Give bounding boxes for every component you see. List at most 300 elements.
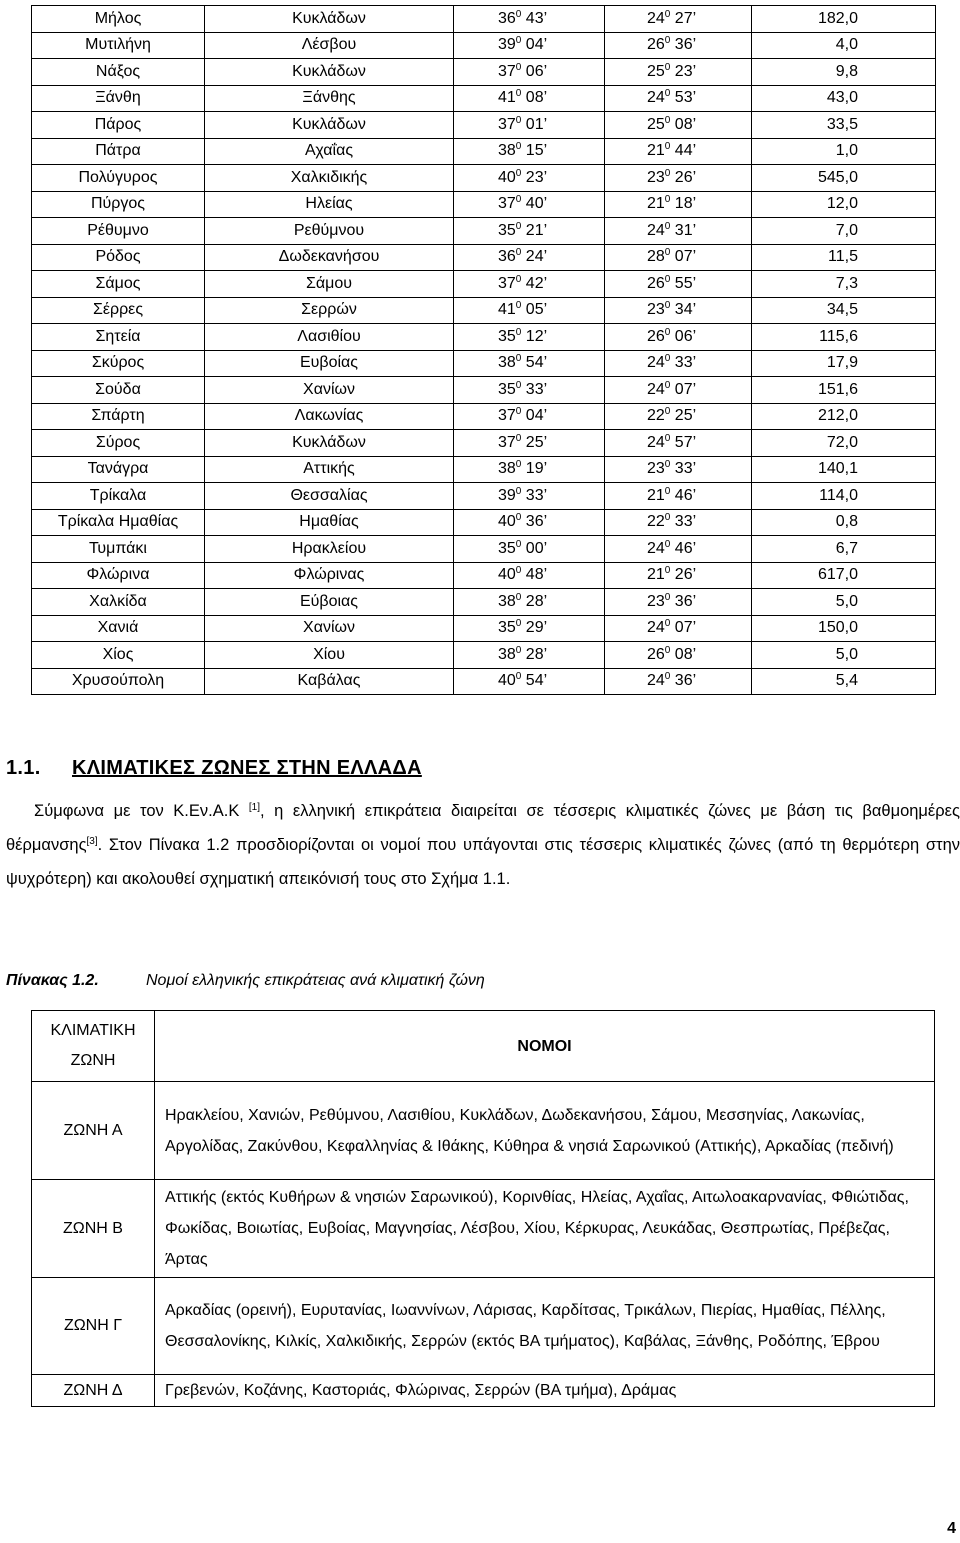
city-text: Πάρος — [94, 115, 142, 133]
longitude-minutes: 33’ — [670, 460, 697, 478]
station-city — [32, 6, 205, 33]
table-caption — [6, 972, 485, 990]
latitude-degrees: 37 — [498, 407, 516, 425]
latitude-minutes: 25’ — [521, 433, 548, 451]
longitude-minutes: 27’ — [670, 9, 697, 27]
section-heading — [6, 757, 422, 780]
station-prefecture — [205, 430, 454, 457]
latitude-degrees: 35 — [498, 539, 516, 557]
prefecture-text: Κυκλάδων — [292, 115, 366, 133]
prefecture-text: Λέσβου — [301, 36, 357, 54]
station-city — [32, 509, 205, 536]
prefecture-text: Δωδεκανήσου — [278, 248, 380, 266]
station-city — [32, 430, 205, 457]
station-row — [32, 32, 936, 59]
station-latitude — [454, 218, 605, 245]
prefecture-text: Αττικής — [303, 460, 355, 478]
degree-mark: 0 — [664, 220, 671, 232]
station-altitude — [752, 59, 936, 86]
prefecture-text: Ηρακλείου — [291, 539, 367, 557]
page-number: 4 — [947, 1520, 956, 1537]
prefecture-text: Ξάνθης — [302, 89, 356, 107]
section-number: 1.1. — [6, 757, 41, 779]
station-longitude — [605, 297, 752, 324]
zone-row — [32, 1180, 935, 1278]
reference-1: [1] — [248, 802, 260, 813]
station-city — [32, 377, 205, 404]
station-longitude — [605, 509, 752, 536]
station-row — [32, 85, 936, 112]
latitude-minutes: 29’ — [521, 619, 548, 637]
station-altitude — [752, 430, 936, 457]
table-caption-label: Πίνακας 1.2. — [6, 972, 99, 989]
paragraph-part-3: . Στον Πίνακα 1.2 προσδιορίζονται οι νομοί που υπάγονται στις τέσσερις κλιματικές ζώνες (από τη θερμότερη στην ψυχρότερη) και ακολουθεί σχηματική απεικόνισή τους στο Σχήμα 1.1. — [6, 836, 960, 888]
latitude-degrees: 37 — [498, 274, 516, 292]
degree-mark: 0 — [664, 114, 671, 126]
longitude-degrees: 21 — [647, 486, 665, 504]
station-longitude — [605, 615, 752, 642]
prefecture-text: Χανίων — [303, 380, 355, 398]
station-prefecture — [205, 589, 454, 616]
station-altitude — [752, 615, 936, 642]
station-row — [32, 403, 936, 430]
prefecture-text: Εύβοιας — [299, 592, 359, 610]
prefecture-text: Ηλείας — [305, 195, 353, 213]
altitude-value: 7,3 — [835, 274, 858, 292]
station-altitude — [752, 244, 936, 271]
station-city — [32, 112, 205, 139]
prefecture-text: Φλώρινας — [293, 566, 365, 584]
latitude-minutes: 00’ — [521, 539, 548, 557]
station-altitude — [752, 483, 936, 510]
prefectures-header-cell: ΝΟΜΟΙ — [155, 1011, 935, 1082]
station-altitude — [752, 112, 936, 139]
degree-mark: 0 — [664, 538, 671, 550]
latitude-degrees: 37 — [498, 195, 516, 213]
station-row — [32, 430, 936, 457]
latitude-minutes: 08’ — [521, 89, 548, 107]
longitude-minutes: 18’ — [670, 195, 697, 213]
station-prefecture — [205, 59, 454, 86]
altitude-value: 617,0 — [817, 566, 858, 584]
station-altitude — [752, 138, 936, 165]
degree-mark: 0 — [664, 565, 671, 577]
degree-mark: 0 — [515, 61, 522, 73]
longitude-minutes: 57’ — [670, 433, 697, 451]
longitude-degrees: 26 — [647, 36, 665, 54]
station-longitude — [605, 536, 752, 563]
degree-mark: 0 — [664, 300, 671, 312]
city-text: Πάτρα — [95, 142, 141, 160]
station-latitude — [454, 324, 605, 351]
degree-mark: 0 — [664, 485, 671, 497]
station-latitude — [454, 377, 605, 404]
prefecture-text: Ευβοίας — [299, 354, 359, 372]
station-longitude — [605, 377, 752, 404]
station-city — [32, 403, 205, 430]
station-city — [32, 85, 205, 112]
zone-prefectures: Αττικής (εκτός Κυθήρων & νησιών Σαρωνικού), Κορινθίας, Ηλείας, Αχαΐας, Αιτωλοακαρνανίας, Φθιώτιδας, Φωκίδας, Βοιωτίας, Ευβοίας, Μαγνησίας, Λέσβου, Χίου, Κέρκυρας, Λευκάδας, Θεσπρωτίας, Πρέβεζας, Άρτας — [155, 1180, 935, 1278]
altitude-value: 114,0 — [819, 486, 858, 504]
station-prefecture — [205, 509, 454, 536]
degree-mark: 0 — [515, 141, 522, 153]
altitude-value: 9,8 — [835, 62, 858, 80]
station-latitude — [454, 271, 605, 298]
longitude-degrees: 26 — [647, 645, 665, 663]
longitude-degrees: 24 — [647, 380, 665, 398]
degree-mark: 0 — [515, 167, 522, 179]
degree-mark: 0 — [664, 88, 671, 100]
longitude-minutes: 46’ — [670, 486, 697, 504]
station-row — [32, 509, 936, 536]
station-longitude — [605, 138, 752, 165]
longitude-degrees: 26 — [647, 327, 665, 345]
station-latitude — [454, 536, 605, 563]
altitude-value: 182,0 — [817, 9, 858, 27]
station-altitude — [752, 6, 936, 33]
latitude-degrees: 38 — [498, 460, 516, 478]
station-city — [32, 483, 205, 510]
prefecture-text: Αχαΐας — [304, 142, 354, 160]
station-city — [32, 59, 205, 86]
station-latitude — [454, 165, 605, 192]
degree-mark: 0 — [515, 512, 522, 524]
longitude-minutes: 31’ — [670, 221, 697, 239]
station-prefecture — [205, 377, 454, 404]
degree-mark: 0 — [664, 379, 671, 391]
zone-prefectures: Γρεβενών, Κοζάνης, Καστοριάς, Φλώρινας, Σερρών (ΒΑ τμήμα), Δράμας — [155, 1375, 935, 1407]
reference-3: [3] — [86, 836, 98, 847]
latitude-degrees: 41 — [498, 301, 516, 319]
station-row — [32, 562, 936, 589]
station-row — [32, 589, 936, 616]
latitude-minutes: 05’ — [521, 301, 548, 319]
station-city — [32, 615, 205, 642]
latitude-degrees: 40 — [498, 672, 516, 690]
longitude-minutes: 44’ — [670, 142, 697, 160]
altitude-value: 5,4 — [835, 672, 858, 690]
station-city — [32, 456, 205, 483]
station-longitude — [605, 85, 752, 112]
station-city — [32, 165, 205, 192]
city-text: Χαλκίδα — [89, 592, 147, 610]
station-row — [32, 191, 936, 218]
station-longitude — [605, 430, 752, 457]
degree-mark: 0 — [664, 247, 671, 259]
latitude-minutes: 33’ — [521, 486, 548, 504]
degree-mark: 0 — [515, 194, 522, 206]
latitude-minutes: 33’ — [521, 380, 548, 398]
station-prefecture — [205, 324, 454, 351]
latitude-minutes: 21’ — [521, 221, 548, 239]
latitude-degrees: 38 — [498, 645, 516, 663]
paragraph-part-2: , η ελληνική επικράτεια διαιρείται σε τέσσερις κλιματικές ζώνες με βάση τις βαθμοημέρες θέρμανσης — [6, 802, 960, 854]
altitude-value: 6,7 — [835, 539, 858, 557]
city-text: Σπάρτη — [91, 407, 145, 425]
latitude-degrees: 38 — [498, 592, 516, 610]
station-row — [32, 165, 936, 192]
station-city — [32, 32, 205, 59]
station-row — [32, 271, 936, 298]
station-row — [32, 6, 936, 33]
altitude-value: 545,0 — [817, 168, 858, 186]
longitude-minutes: 25’ — [670, 407, 697, 425]
latitude-minutes: 28’ — [521, 592, 548, 610]
station-city — [32, 191, 205, 218]
station-altitude — [752, 85, 936, 112]
altitude-value: 7,0 — [835, 221, 858, 239]
degree-mark: 0 — [664, 671, 671, 683]
altitude-value: 12,0 — [826, 195, 858, 213]
longitude-degrees: 25 — [647, 115, 665, 133]
city-text: Σέρρες — [92, 301, 144, 319]
station-prefecture — [205, 403, 454, 430]
degree-mark: 0 — [664, 35, 671, 47]
longitude-minutes: 53’ — [670, 89, 697, 107]
degree-mark: 0 — [664, 353, 671, 365]
altitude-value: 0,8 — [835, 513, 858, 531]
prefecture-text: Λασιθίου — [297, 327, 361, 345]
station-prefecture — [205, 668, 454, 695]
degree-mark: 0 — [515, 326, 522, 338]
longitude-degrees: 24 — [647, 89, 665, 107]
longitude-degrees: 23 — [647, 592, 665, 610]
station-latitude — [454, 615, 605, 642]
longitude-minutes: 06’ — [670, 327, 697, 345]
station-longitude — [605, 218, 752, 245]
station-latitude — [454, 350, 605, 377]
degree-mark: 0 — [515, 432, 522, 444]
station-prefecture — [205, 138, 454, 165]
climate-zones-table — [31, 1010, 935, 1407]
longitude-degrees: 21 — [647, 195, 665, 213]
station-latitude — [454, 403, 605, 430]
latitude-minutes: 48’ — [521, 566, 548, 584]
city-text: Μήλος — [94, 9, 142, 27]
latitude-degrees: 36 — [498, 248, 516, 266]
section-title: ΚΛΙΜΑΤΙΚΕΣ ΖΩΝΕΣ ΣΤΗΝ ΕΛΛΑΔΑ — [72, 757, 422, 779]
altitude-value: 115,6 — [819, 327, 858, 345]
longitude-minutes: 55’ — [670, 274, 697, 292]
zone-row — [32, 1082, 935, 1180]
longitude-minutes: 08’ — [670, 645, 697, 663]
city-text: Ρόδος — [95, 248, 141, 266]
station-longitude — [605, 244, 752, 271]
longitude-minutes: 33’ — [670, 354, 697, 372]
longitude-minutes: 46’ — [670, 539, 697, 557]
station-altitude — [752, 324, 936, 351]
zone-row — [32, 1278, 935, 1375]
latitude-degrees: 39 — [498, 36, 516, 54]
city-text: Σκύρος — [91, 354, 145, 372]
zone-name: ΖΩΝΗ Α — [32, 1082, 155, 1180]
latitude-degrees: 35 — [498, 327, 516, 345]
altitude-value: 34,5 — [826, 301, 858, 319]
station-longitude — [605, 350, 752, 377]
altitude-value: 11,5 — [828, 248, 858, 266]
longitude-degrees: 21 — [647, 142, 665, 160]
degree-mark: 0 — [515, 538, 522, 550]
degree-mark: 0 — [515, 618, 522, 630]
degree-mark: 0 — [515, 114, 522, 126]
station-longitude — [605, 59, 752, 86]
longitude-minutes: 36’ — [670, 36, 697, 54]
stations-table — [31, 5, 936, 695]
prefecture-text: Ημαθίας — [299, 513, 359, 531]
prefecture-text: Χίου — [313, 645, 345, 663]
station-latitude — [454, 85, 605, 112]
degree-mark: 0 — [515, 300, 522, 312]
station-latitude — [454, 138, 605, 165]
longitude-degrees: 24 — [647, 619, 665, 637]
prefecture-text: Χαλκιδικής — [290, 168, 368, 186]
station-city — [32, 536, 205, 563]
latitude-degrees: 35 — [498, 380, 516, 398]
degree-mark: 0 — [664, 141, 671, 153]
city-text: Τυμπάκι — [89, 539, 147, 557]
station-altitude — [752, 297, 936, 324]
longitude-degrees: 22 — [647, 513, 665, 531]
station-latitude — [454, 589, 605, 616]
city-text: Μυτιλήνη — [85, 36, 151, 54]
altitude-value: 212,0 — [817, 407, 858, 425]
longitude-minutes: 08’ — [670, 115, 697, 133]
degree-mark: 0 — [664, 406, 671, 418]
degree-mark: 0 — [664, 591, 671, 603]
station-latitude — [454, 112, 605, 139]
degree-mark: 0 — [664, 167, 671, 179]
longitude-minutes: 07’ — [670, 248, 697, 266]
station-city — [32, 589, 205, 616]
station-prefecture — [205, 483, 454, 510]
zones-header-row — [32, 1011, 935, 1082]
zone-prefectures: Ηρακλείου, Χανιών, Ρεθύμνου, Λασιθίου, Κυκλάδων, Δωδεκανήσου, Σάμου, Μεσσηνίας, Λακωνίας, Αργολίδας, Ζακύνθου, Κεφαλληνίας & Ιθάκης, Κύθηρα & νησιά Σαρωνικού (Αττικής), Αρκαδίας (πεδινή) — [155, 1082, 935, 1180]
station-prefecture — [205, 165, 454, 192]
latitude-degrees: 36 — [498, 9, 516, 27]
station-longitude — [605, 483, 752, 510]
degree-mark: 0 — [515, 591, 522, 603]
station-altitude — [752, 509, 936, 536]
station-altitude — [752, 32, 936, 59]
zone-name: ΖΩΝΗ Β — [32, 1180, 155, 1278]
station-longitude — [605, 32, 752, 59]
longitude-degrees: 23 — [647, 168, 665, 186]
station-altitude — [752, 377, 936, 404]
station-altitude — [752, 191, 936, 218]
city-text: Ρέθυμνο — [87, 221, 149, 239]
station-row — [32, 456, 936, 483]
station-city — [32, 668, 205, 695]
station-prefecture — [205, 350, 454, 377]
station-prefecture — [205, 271, 454, 298]
station-longitude — [605, 589, 752, 616]
station-latitude — [454, 32, 605, 59]
degree-mark: 0 — [515, 220, 522, 232]
station-row — [32, 324, 936, 351]
longitude-degrees: 23 — [647, 301, 665, 319]
city-text: Χίος — [102, 645, 134, 663]
stations-table-body — [32, 6, 936, 695]
latitude-minutes: 43’ — [521, 9, 548, 27]
station-altitude — [752, 536, 936, 563]
station-altitude — [752, 668, 936, 695]
station-longitude — [605, 403, 752, 430]
altitude-value: 150,0 — [817, 619, 858, 637]
station-latitude — [454, 509, 605, 536]
station-latitude — [454, 642, 605, 669]
latitude-degrees: 40 — [498, 513, 516, 531]
latitude-degrees: 35 — [498, 221, 516, 239]
longitude-degrees: 28 — [647, 248, 665, 266]
city-text: Σύρος — [95, 433, 141, 451]
degree-mark: 0 — [515, 353, 522, 365]
longitude-minutes: 26’ — [670, 168, 697, 186]
station-latitude — [454, 244, 605, 271]
latitude-minutes: 40’ — [521, 195, 548, 213]
prefecture-text: Ρεθύμνου — [293, 221, 365, 239]
latitude-minutes: 36’ — [521, 513, 548, 531]
degree-mark: 0 — [664, 194, 671, 206]
station-longitude — [605, 271, 752, 298]
latitude-degrees: 38 — [498, 354, 516, 372]
latitude-degrees: 35 — [498, 619, 516, 637]
latitude-minutes: 19’ — [521, 460, 548, 478]
altitude-value: 5,0 — [835, 645, 858, 663]
station-row — [32, 138, 936, 165]
station-prefecture — [205, 456, 454, 483]
degree-mark: 0 — [515, 565, 522, 577]
latitude-minutes: 15’ — [521, 142, 548, 160]
station-prefecture — [205, 297, 454, 324]
station-latitude — [454, 59, 605, 86]
station-city — [32, 138, 205, 165]
station-latitude — [454, 430, 605, 457]
station-altitude — [752, 271, 936, 298]
latitude-minutes: 06’ — [521, 62, 548, 80]
degree-mark: 0 — [515, 379, 522, 391]
station-prefecture — [205, 112, 454, 139]
station-longitude — [605, 112, 752, 139]
altitude-value: 5,0 — [835, 592, 858, 610]
station-prefecture — [205, 85, 454, 112]
latitude-degrees: 37 — [498, 115, 516, 133]
station-longitude — [605, 6, 752, 33]
latitude-minutes: 04’ — [521, 36, 548, 54]
zone-name: ΖΩΝΗ Δ — [32, 1375, 155, 1407]
longitude-degrees: 24 — [647, 433, 665, 451]
altitude-value: 43,0 — [826, 89, 858, 107]
zone-header-cell — [32, 1011, 155, 1082]
longitude-degrees: 24 — [647, 9, 665, 27]
station-city — [32, 562, 205, 589]
station-longitude — [605, 324, 752, 351]
table-caption-text: Νομοί ελληνικής επικράτειας ανά κλιματική ζώνη — [146, 972, 485, 989]
station-row — [32, 244, 936, 271]
city-text: Πύργος — [90, 195, 145, 213]
degree-mark: 0 — [515, 88, 522, 100]
degree-mark: 0 — [664, 644, 671, 656]
station-prefecture — [205, 244, 454, 271]
station-latitude — [454, 191, 605, 218]
station-city — [32, 642, 205, 669]
degree-mark: 0 — [515, 485, 522, 497]
longitude-degrees: 24 — [647, 221, 665, 239]
city-text: Πολύγυρος — [78, 168, 158, 186]
altitude-value: 4,0 — [835, 36, 858, 54]
degree-mark: 0 — [664, 512, 671, 524]
altitude-value: 1,0 — [835, 142, 858, 160]
station-row — [32, 218, 936, 245]
